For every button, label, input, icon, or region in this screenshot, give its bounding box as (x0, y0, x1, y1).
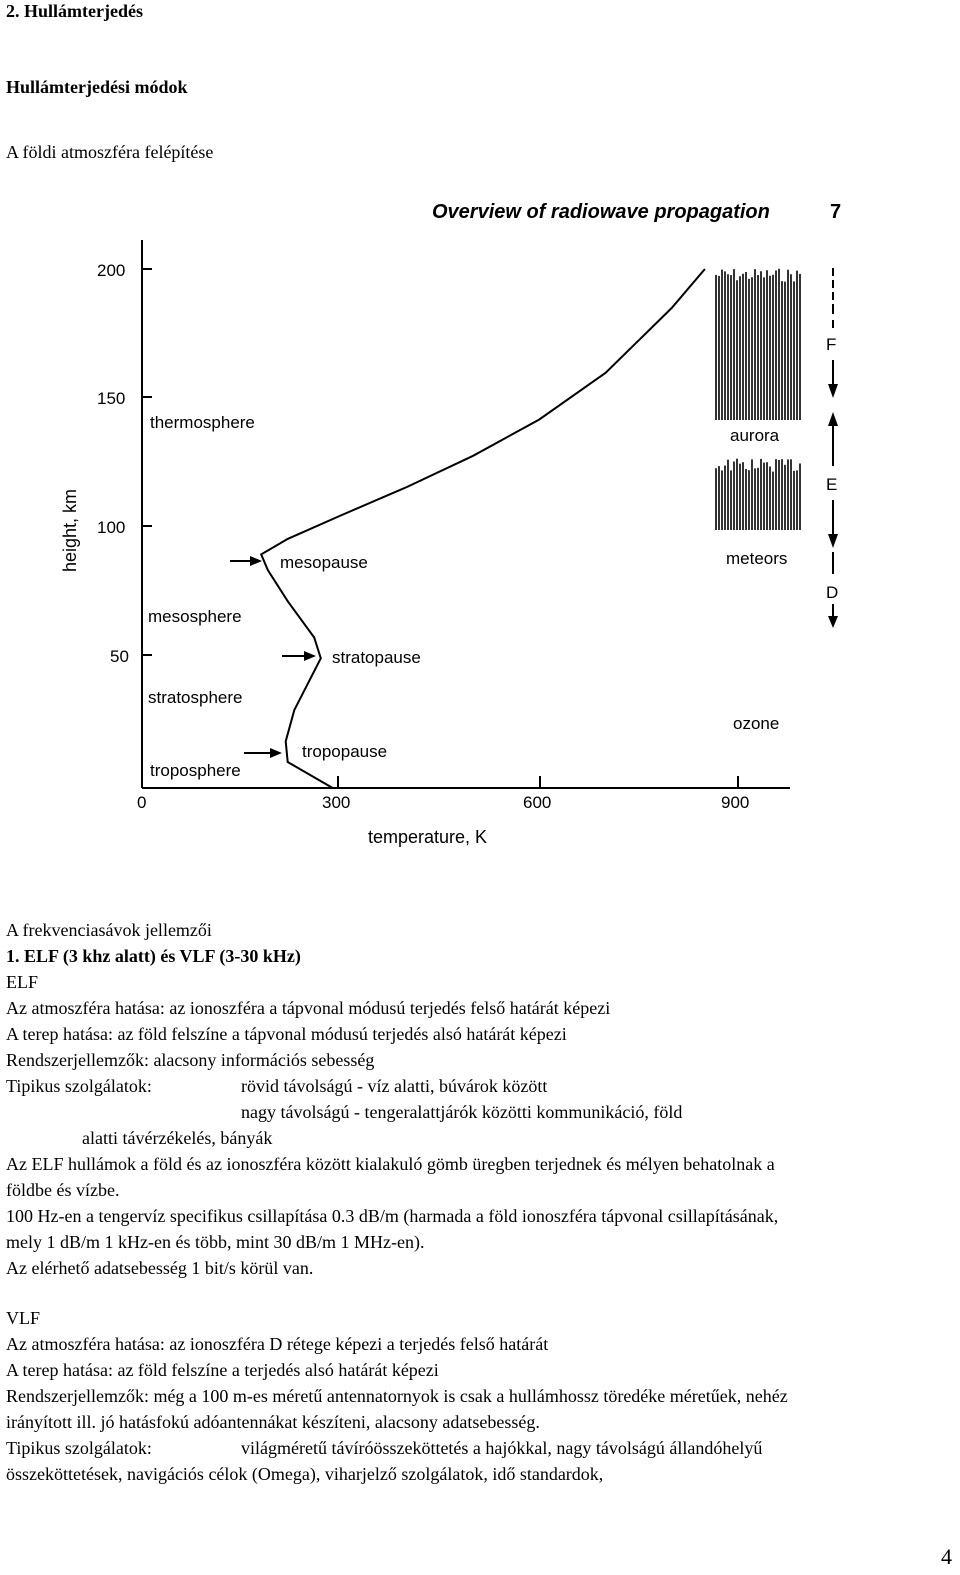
services-row (6, 1075, 547, 1097)
paragraph-line: földbe és vízbe. (6, 1180, 120, 1200)
elf-label: ELF (6, 972, 39, 992)
layer-label: troposphere (150, 761, 241, 780)
paragraph-line: Az ELF hullámok a föld és az ionoszféra között kialakuló gömb üregben terjednek és mélyen behatolnak a (6, 1154, 775, 1174)
arrow-head (250, 556, 262, 566)
paragraph-line: 100 Hz-en a tengervíz specifikus csillapítása 0.3 dB/m (harmada a föld ionoszféra tápvonal csillapításának, (6, 1206, 779, 1226)
vlf-line: Az atmoszféra hatása: az ionoszféra D rétege képezi a terjedés felső határát (6, 1334, 549, 1354)
elf-line: A terep hatása: az föld felszíne a tápvonal módusú terjedés alsó határát képezi (6, 1024, 567, 1044)
layer-label: stratosphere (148, 688, 243, 707)
mesopause-marker (230, 553, 368, 572)
temperature-profile-line (261, 269, 705, 788)
tropopause-marker (244, 742, 387, 761)
arrow-head (828, 534, 838, 548)
ionosphere-layer-label: D (826, 583, 839, 602)
y-ticks (97, 261, 152, 666)
atmosphere-figure (0, 180, 960, 870)
aurora-pattern (716, 269, 800, 420)
arrow-head (304, 651, 316, 661)
page-number: 4 (941, 1544, 952, 1569)
subheading: Hullámterjedési módok (6, 77, 188, 97)
layer-label: mesosphere (148, 607, 242, 626)
vlf-label: VLF (6, 1308, 41, 1328)
ionosphere-markers (826, 268, 838, 628)
services-text: összeköttetések, navigációs célok (Omega), viharjelző szolgálatok, idő standardok, (6, 1464, 604, 1484)
phenomenon-label: aurora (730, 426, 780, 445)
ionosphere-layer-label: E (826, 475, 838, 494)
paragraph-line: Az elérhető adatsebesség 1 bit/s körül van. (6, 1258, 314, 1278)
meteors-pattern (716, 459, 800, 530)
y-tick-label: 150 (97, 389, 126, 408)
pause-label: mesopause (280, 553, 368, 572)
section-heading-frequency-bands: A frekvenciasávok jellemzői (6, 920, 212, 940)
services-text: világméretű távíróösszeköttetés a hajókkal, nagy távolságú állandóhelyű (241, 1438, 763, 1458)
y-axis-label: height, km (60, 488, 80, 572)
services-text: rövid távolságú - víz alatti, búvárok között (241, 1076, 548, 1096)
x-ticks (137, 776, 749, 812)
band-title: 1. ELF (3 khz alatt) és VLF (3-30 kHz) (6, 946, 301, 966)
elf-line: Az atmoszféra hatása: az ionoszféra a tápvonal módusú terjedés felső határát képezi (6, 998, 611, 1018)
y-tick-label: 50 (110, 647, 129, 666)
section-heading: 2. Hullámterjedés (6, 1, 143, 21)
stratopause-marker (282, 648, 421, 667)
services-row (6, 1437, 762, 1459)
arrow-head (828, 384, 838, 398)
services-text: alatti távérzékelés, bányák (82, 1128, 273, 1148)
phenomenon-label: ozone (733, 714, 780, 733)
figure-number: 7 (830, 201, 842, 223)
x-tick-label: 300 (322, 793, 351, 812)
arrow-head (828, 616, 838, 628)
layer-label: thermosphere (150, 413, 255, 432)
pause-label: tropopause (302, 742, 388, 761)
ionosphere-layer-label: F (826, 335, 837, 354)
services-text: nagy távolságú - tengeralattjárók közötti kommunikáció, föld (241, 1102, 683, 1122)
y-tick-label: 100 (97, 518, 126, 537)
paragraph-line: mely 1 dB/m 1 kHz-en és több, mint 30 dB/m 1 MHz-en). (6, 1232, 425, 1252)
services-label: Tipikus szolgálatok: (6, 1076, 152, 1096)
phenomenon-label: meteors (726, 549, 788, 568)
y-tick-label: 200 (97, 261, 126, 280)
pause-label: stratopause (332, 648, 421, 667)
intro-text: A földi atmoszféra felépítése (6, 142, 214, 162)
x-tick-label: 0 (137, 793, 147, 812)
services-label: Tipikus szolgálatok: (6, 1438, 152, 1458)
vlf-line: Rendszerjellemzők: még a 100 m-es méretű antennatornyok is csak a hullámhossz töredéke méretűek, nehéz (6, 1386, 788, 1406)
vlf-line: A terep hatása: az föld felszíne a terjedés alsó határát képezi (6, 1360, 439, 1380)
arrow-head (270, 748, 282, 758)
x-tick-label: 600 (523, 793, 552, 812)
figure-title: Overview of radiowave propagation (432, 201, 770, 223)
vlf-line: irányított ill. jó hatásfokú adóantennákat készíteni, alacsony adatsebesség. (6, 1412, 540, 1432)
x-tick-label: 900 (721, 793, 750, 812)
x-axis-label: temperature, K (368, 827, 488, 847)
elf-line: Rendszerjellemzők: alacsony információs sebesség (6, 1050, 375, 1070)
